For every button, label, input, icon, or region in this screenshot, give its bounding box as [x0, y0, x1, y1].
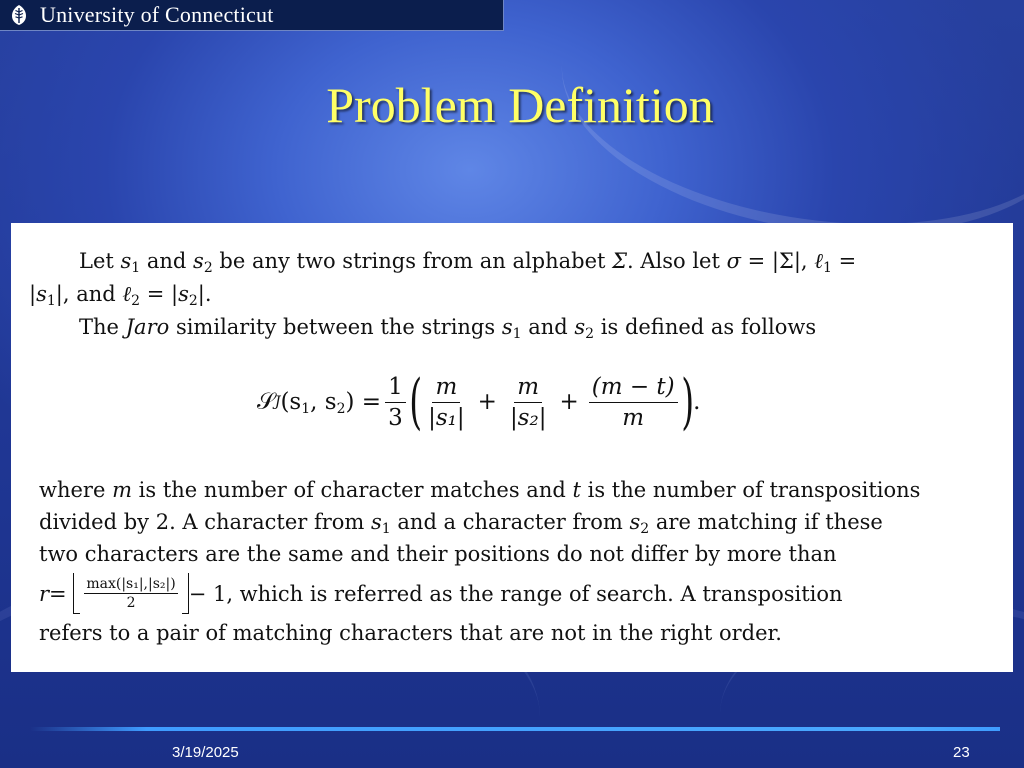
text-line: refers to a pair of matching characters that are not in the right order. — [39, 621, 782, 645]
oak-leaf-shield-icon — [8, 4, 30, 26]
slide-date: 3/19/2025 — [172, 744, 239, 761]
text-line: The Jaro similarity between the strings $s_1$ and $s_2$ is defined as follows — [79, 315, 817, 342]
fraction-m-over-s1: $\frac{m}{\text{|s₁|}}$ — [428, 373, 465, 431]
text-line: divided by 2. A character from $s_1$ and a character from $s_2$ are matching if these — [39, 510, 883, 537]
text-line: $|s_1|$, and ℓ$_2$ = $|s_2|$. — [29, 282, 212, 309]
footer-divider — [30, 727, 1000, 731]
slide-title: Problem Definition — [326, 77, 714, 133]
content-image-panel — [11, 223, 1013, 672]
fraction-m-minus-t-over-m: $\frac{(m - t)}{m}$ — [589, 372, 678, 433]
formula-symbol: 𝒮 — [257, 389, 275, 415]
text-line: r = $\frac{\text{max(|s₁|,|s₂|)}}{2}$ − 1, which is referred as the range of search. A transposition — [39, 573, 843, 614]
institution-banner — [0, 0, 504, 31]
institution-name: University of Connecticut — [40, 2, 274, 27]
floor-expression: $\frac{\text{max(|s₁|,|s₂|)}}{2}$ — [73, 573, 188, 614]
jaro-formula: 𝒮 J ($s_1$, $s_2$) = $\frac{1}{3}$ ( $\frac{m}{\text{|s₁|}}$ + $\frac{m}{\text{|s₂|}}$ + $\frac{(m - t)}{m}$ ) . — [257, 367, 701, 437]
text-line: two characters are the same and their positions do not differ by more than — [39, 542, 837, 566]
text-line: where m is the number of character matches and t is the number of transpositions — [39, 478, 921, 502]
fraction-m-over-s2: $\frac{m}{\text{|s₂|}}$ — [509, 373, 547, 431]
slide-number: 23 — [953, 744, 970, 761]
text-line: Let $s_1$ and $s_2$ be any two strings from an alphabet Σ. Also let σ = |Σ|, ℓ$_1$ = — [79, 249, 857, 276]
fraction-one-third: $\frac{1}{3}$ — [385, 372, 406, 433]
